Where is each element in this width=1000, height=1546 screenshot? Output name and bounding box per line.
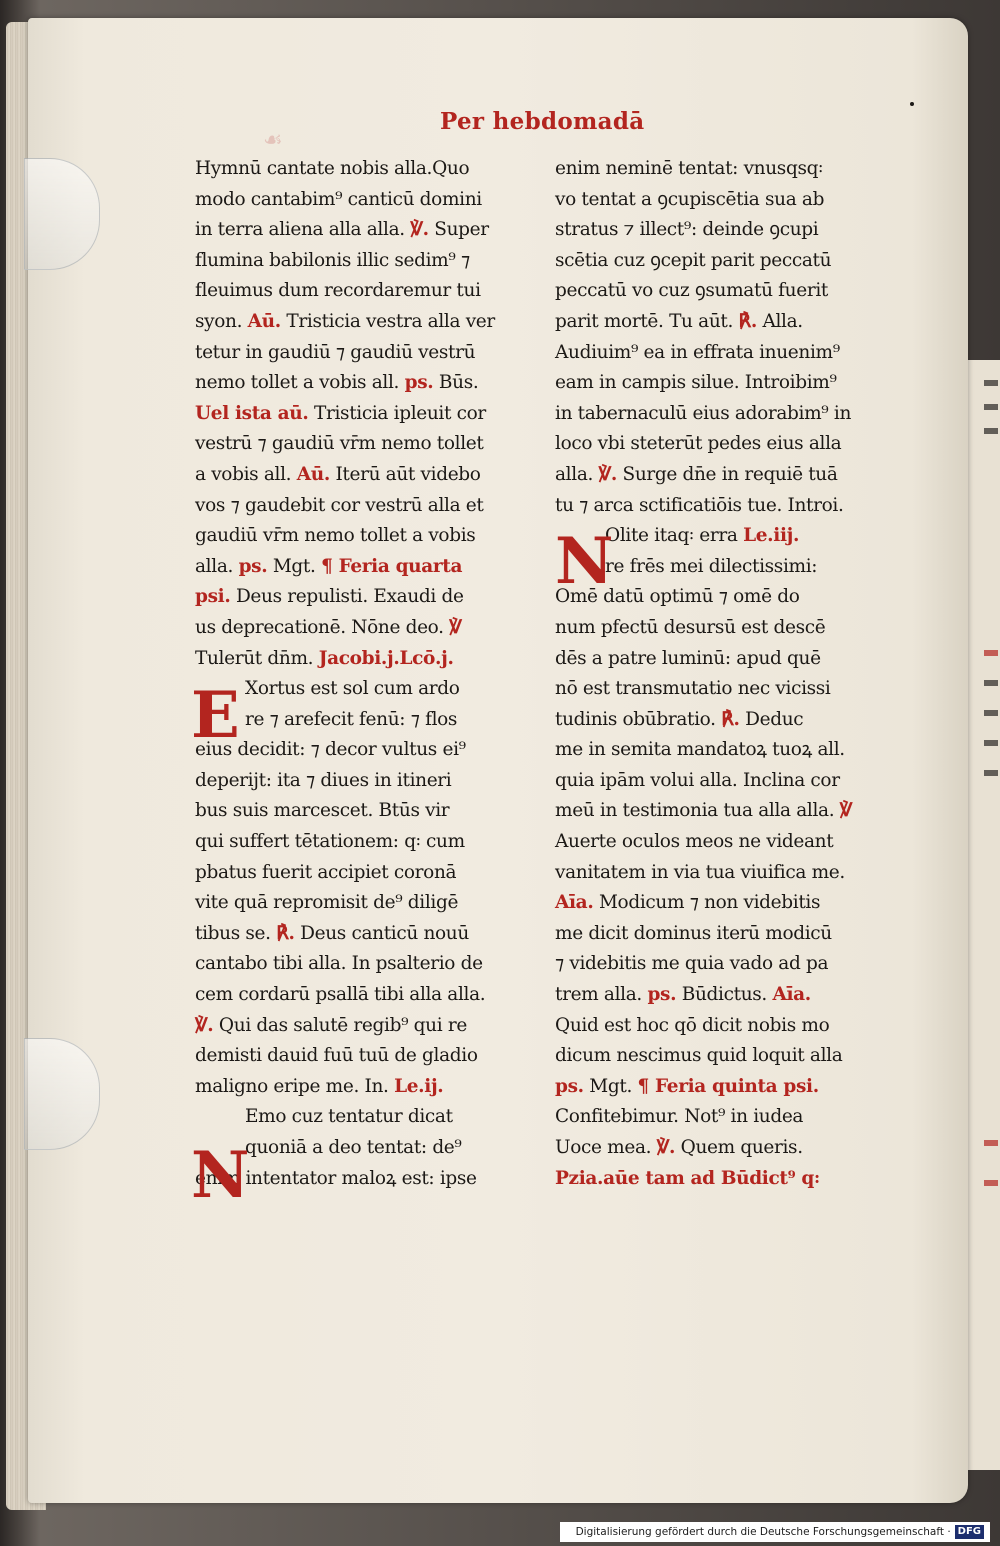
text-line [195,185,540,216]
text-line [555,1102,900,1133]
rubric-text: Aū. [296,463,330,485]
body-text: pbatus fuerit accipiet coronā [195,861,457,883]
left-text-column [191,154,540,1213]
text-line [195,980,540,1011]
body-text: num pfectū desursū est descē [555,616,826,638]
body-text: Mgt. [583,1075,638,1097]
body-text: Omē datū optimū ⁊ omē do [555,586,800,608]
body-text: qui suffert tētationem: q꞉ cum [195,831,465,853]
right-text-column [555,154,900,1194]
body-text: Qui das salutē regib⁹ qui re [213,1014,467,1036]
body-text: Super [428,219,489,241]
body-text: deperijt: ita ⁊ diues in itineri [195,769,452,791]
rubric-text: ℣ [449,616,462,638]
body-text: eam in campis silue. Introibim⁹ [555,372,837,394]
text-line [195,399,540,430]
body-text: in tabernaculū eius adorabim⁹ in [555,402,852,424]
text-line [195,276,540,307]
running-head: Per hebdomadā [440,108,645,135]
body-text: Tristicia ipleuit cor [308,402,486,424]
page-clip-top [24,158,100,270]
body-text: vo tentat a ꝯcupiscētia sua ab [555,188,825,210]
text-line [195,1072,540,1103]
text-line [555,1041,900,1072]
text-line [555,276,900,307]
initial-letter-n: N [555,524,614,599]
text-line [195,796,540,827]
body-text: Hymnū cantate nobis alla.Quo [195,158,470,179]
rubric-text: Uel ista aū. [195,402,309,424]
rubric-text: ps. [555,1075,584,1097]
text-line [555,338,900,369]
body-text: a vobis all. [195,463,297,485]
rubric-text: Aū. [247,310,281,332]
text-line [195,735,540,766]
rubric-text: Jacobi.j.Lcō.j. [318,647,454,669]
text-line [555,215,900,246]
body-text: tudinis obūbratio. [555,708,722,730]
text-line [195,338,540,369]
body-text: quoniā a deo tentat: de⁹ [245,1137,462,1158]
rubric-text: ps. [404,372,434,394]
text-line [555,460,900,491]
text-line [555,185,900,216]
body-text: fleuimus dum recordaremur tui [195,280,481,302]
text-line [555,980,900,1011]
body-text: nō est transmutatio nec vicissi [555,678,831,700]
body-text: alla. [555,463,599,485]
body-text: Emo cuz tentatur dicat [245,1106,453,1128]
text-line [195,521,540,552]
text-line [195,1102,540,1133]
text-line [195,919,540,950]
text-line [555,888,900,919]
text-line [195,949,540,980]
body-text: Uoce mea. [555,1137,657,1158]
body-text: eius decidit: ⁊ decor vultus ei⁹ [195,739,466,761]
text-line [555,858,900,889]
body-text: vite quā repromisit de⁹ diligē [195,892,459,914]
rubric-text: ps. [238,555,268,577]
body-text: Tulerūt dn̄m. [195,647,319,669]
text-line [555,644,900,675]
body-text: Deus canticū nouū [294,922,469,944]
text-line [555,613,900,644]
body-text: vestrū ⁊ gaudiū vr̄m nemo tollet [195,433,484,455]
text-line [555,949,900,980]
text-line [195,368,540,399]
body-text: Quem queris. [675,1137,803,1158]
text-line [195,613,540,644]
body-text: Surge dn̄e in requiē tuā [616,463,838,485]
text-line [195,307,540,338]
rubric-text: Le.ij. [394,1075,444,1097]
rubric-text: ℟. [738,310,757,332]
body-text: enim neminē tentat: vnusqsq꞉ [555,158,823,179]
rubric-text: ℣. [656,1137,676,1158]
body-text: Būs. [433,372,479,394]
body-text: demisti dauid fuū tuū de gladio [195,1045,478,1067]
body-text: nemo tollet a vobis all. [195,372,405,394]
text-line [555,919,900,950]
body-text: cem cordarū psallā tibi alla alla. [195,984,486,1006]
text-line [555,1164,900,1195]
text-line [195,766,540,797]
body-text: me dicit dominus iterū modicū [555,922,832,944]
body-text: Tristicia vestra alla ver [280,310,495,332]
text-line [555,491,900,522]
rubric-text: ℣. [410,219,429,241]
body-text: tibus se. [195,922,277,944]
body-text: Audiuim⁹ ea in effrata inuenim⁹ [555,341,840,363]
text-line [555,154,900,185]
body-text: Modicum ⁊ non videbitis [593,892,821,914]
body-text: me in semita mandatoꝝ tuoꝝ all. [555,739,845,761]
body-text: trem alla. [555,984,648,1006]
facing-page-fragment [968,360,1000,1470]
rubric-text: ¶ Feria quarta [321,555,463,577]
text-line [195,491,540,522]
text-line [195,1041,540,1072]
body-text: scētia cuz ꝯcepit parit peccatū [555,249,832,271]
ink-dot [910,102,914,106]
text-line [195,888,540,919]
text-line [555,1011,900,1042]
text-line [195,858,540,889]
body-text: flumina babilonis illic sedim⁹ ⁊ [195,249,470,271]
text-line [195,460,540,491]
digitization-footer [560,1522,990,1542]
body-text: us deprecationē. Nōne deo. [195,616,450,638]
text-line [195,644,540,675]
text-line [555,1072,900,1103]
text-line [555,796,900,827]
initial-letter-n: N [191,1138,250,1213]
rubric-text: psi. [195,586,231,608]
text-line [555,246,900,277]
rubric-text: ℣. [598,463,617,485]
text-line [555,429,900,460]
rubric-text: Aīa. [555,892,594,914]
body-text: Iterū aūt videbo [329,463,481,485]
rubric-text: ℣ [839,800,853,822]
text-line [195,552,540,583]
rubric-text: ℟. [721,708,740,730]
body-text: tu ⁊ arca sctificatiōis tue. Introi. [555,494,844,516]
text-line [195,154,540,185]
text-line [195,429,540,460]
text-line [195,674,540,705]
rubric-text: ℟. [276,922,295,944]
body-text: gaudiū vr̄m nemo tollet a vobis [195,525,476,547]
body-text: Auerte oculos meos ne videant [555,831,834,853]
body-text: Confitebimur. Not⁹ in iudea [555,1106,804,1128]
dfg-logo: DFG [955,1525,984,1539]
text-line [195,1011,540,1042]
body-text: tetur in gaudiū ⁊ gaudiū vestrū [195,341,476,363]
initial-letter-e: E [191,678,240,753]
text-line [555,368,900,399]
body-text: maligno eripe me. In. [195,1075,395,1097]
body-text: cantabo tibi alla. In psalterio de [195,953,483,975]
rubric-text: ℣. [195,1014,214,1036]
body-text: Quid est hoc qō dicit nobis mo [555,1014,830,1036]
body-text: parit mortē. Tu aūt. [555,310,739,332]
rubric-text: ¶ Feria quinta psi. [637,1075,819,1097]
text-line [555,705,900,736]
text-line [195,246,540,277]
page-clip-bottom [24,1038,100,1150]
text-line [555,827,900,858]
body-text: ⁊ videbitis me quia vado ad pa [555,953,829,975]
body-text: meū in testimonia tua alla alla. [555,800,840,822]
body-text: Mgt. [267,555,322,577]
faint-offset-mark: ☙ [263,128,283,153]
body-text: dicum nescimus quid loquit alla [555,1045,843,1067]
body-text: Deus repulisti. Exaudi de [230,586,464,608]
body-text: vanitatem in via tua viuifica me. [555,861,845,883]
rubric-text: Pzia.aūe tam ad Būdict⁹ q꞉ [555,1167,820,1189]
body-text: alla. [195,555,239,577]
body-text: Deduc [739,708,804,730]
text-line [555,1133,900,1164]
body-text: Būdictus. [676,984,773,1006]
text-line [195,215,540,246]
text-line [195,827,540,858]
body-text: bus suis marcescet. Btūs vir [195,800,450,822]
body-text: Xortus est sol cum ardo [245,678,460,700]
text-line [195,582,540,613]
body-text: quia ipām volui alla. Inclina cor [555,769,840,791]
rubric-text: Aīa. [772,984,811,1006]
body-text: in terra aliena alla alla. [195,219,411,241]
text-line [555,735,900,766]
text-line [555,399,900,430]
body-text: enim intentator maloꝝ est: ipse [195,1167,477,1189]
body-text: re ⁊ arefecit fenū: ⁊ flos [245,708,458,730]
text-line [555,766,900,797]
body-text: syon. [195,310,248,332]
body-text: stratus ⁊ illect⁹: deinde ꝯcupi [555,219,819,241]
body-text: peccatū vo cuz ꝯsumatū fuerit [555,280,828,302]
text-line [555,307,900,338]
body-text: vos ⁊ gaudebit cor vestrū alla et [195,494,484,516]
body-text: Olite itaq꞉ erra [605,525,744,547]
text-line [195,705,540,736]
footer-text: Digitalisierung gefördert durch die Deutsche Forschungsgemeinschaft · [575,1526,951,1538]
body-text: loco vbi steterūt pedes eius alla [555,433,842,455]
body-text: dēs a patre luminū: apud quē [555,647,821,669]
rubric-text: ps. [647,984,677,1006]
body-text: Alla. [756,310,803,332]
rubric-text: Le.iij. [743,525,800,547]
body-text: re frēs mei dilectissimi: [605,555,818,577]
body-text: modo cantabim⁹ canticū domini [195,188,482,210]
text-line [555,674,900,705]
